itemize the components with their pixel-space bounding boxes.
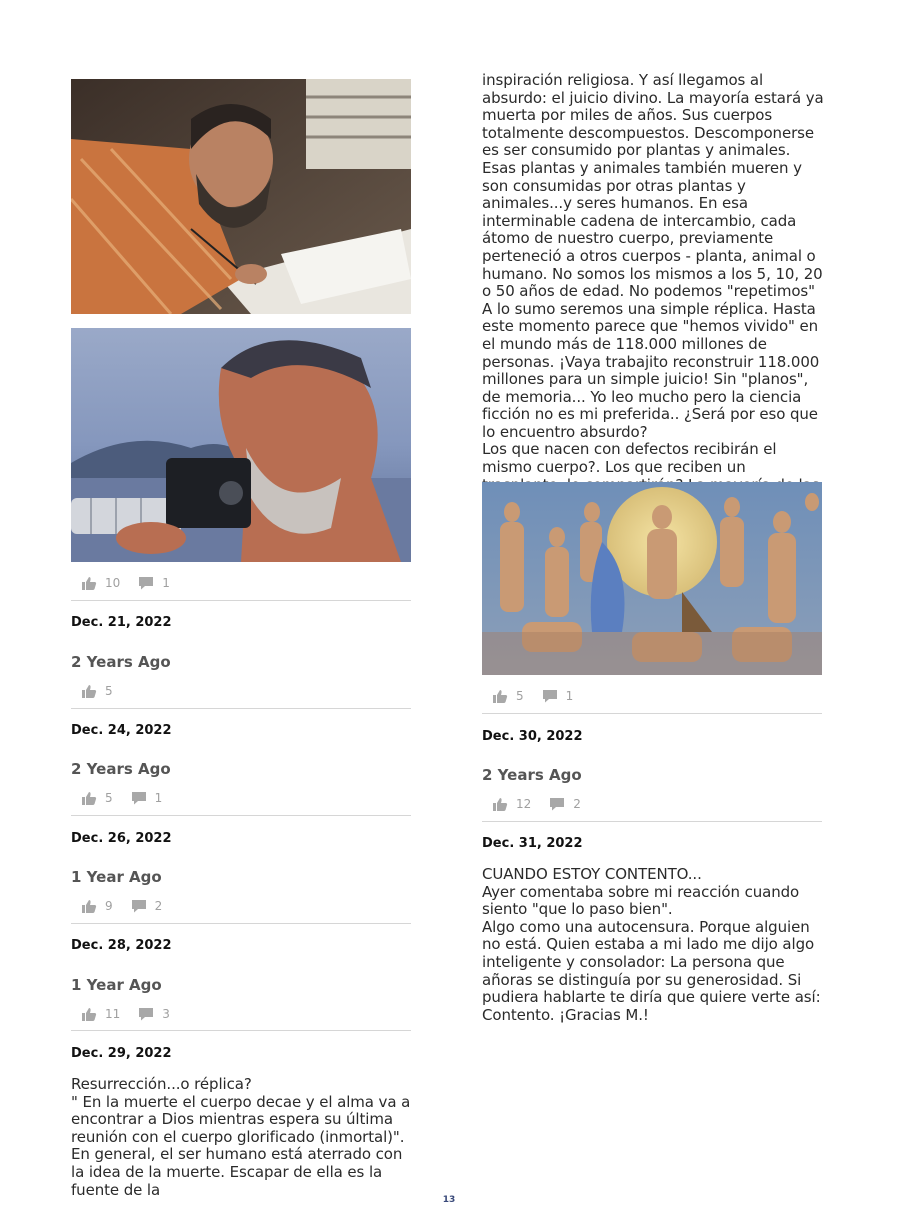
post-stats <box>71 896 170 916</box>
post-age: 1 Year Ago <box>71 868 162 886</box>
like-counter[interactable] <box>81 683 113 699</box>
comment-counter[interactable] <box>131 898 163 914</box>
thumbs-up-icon <box>81 1006 97 1022</box>
photo-photographer-camera <box>71 328 411 562</box>
post-date: Dec. 26, 2022 <box>71 831 172 846</box>
photo-last-judgment-fresco <box>482 482 822 675</box>
post-age: 1 Year Ago <box>71 976 162 994</box>
post-stats <box>71 788 170 808</box>
speech-bubble-icon <box>131 898 147 914</box>
thumbs-up-icon <box>81 683 97 699</box>
divider <box>71 708 411 709</box>
like-count: 10 <box>105 576 121 590</box>
post-body: CUANDO ESTOY CONTENTO... Ayer comentaba sobre mi reacción cuando siento "que lo paso bien". Algo como una autocensura. Porque alguien no está. Quien estaba a mi lado me dijo algo inteligente y consolador: La persona que añoras se distinguía por su generosidad. Si pudiera hablarte te diría que quiere verte así: Contento. ¡Gracias M.! <box>482 865 821 1024</box>
speech-bubble-icon <box>549 796 565 812</box>
post-stats <box>71 1004 178 1024</box>
comment-count: 2 <box>573 797 581 811</box>
divider <box>71 815 411 816</box>
thumbs-up-icon <box>492 796 508 812</box>
comment-count: 3 <box>162 1007 170 1021</box>
speech-bubble-icon <box>138 575 154 591</box>
post-stats <box>482 686 581 706</box>
comment-counter[interactable] <box>549 796 581 812</box>
like-counter[interactable] <box>492 688 524 704</box>
comment-count: 1 <box>565 689 574 703</box>
speech-bubble-icon <box>542 688 558 704</box>
divider <box>482 713 822 714</box>
post-stats <box>482 794 589 814</box>
like-count: 9 <box>105 899 113 913</box>
like-counter[interactable] <box>81 1006 120 1022</box>
post-stats <box>71 573 178 593</box>
post-age: 2 Years Ago <box>71 760 171 778</box>
post-age: 2 Years Ago <box>71 653 171 671</box>
post-age: 2 Years Ago <box>482 766 582 784</box>
thumbs-up-icon <box>81 790 97 806</box>
like-counter[interactable] <box>81 898 113 914</box>
like-count: 12 <box>516 797 532 811</box>
post-stats <box>71 681 121 701</box>
like-count: 5 <box>105 791 113 805</box>
comment-counter[interactable] <box>131 790 163 806</box>
post-date: Dec. 29, 2022 <box>71 1046 172 1061</box>
thumbs-up-icon <box>81 898 97 914</box>
post-date: Dec. 24, 2022 <box>71 723 172 738</box>
comment-counter[interactable] <box>138 575 170 591</box>
comment-counter[interactable] <box>138 1006 170 1022</box>
speech-bubble-icon <box>138 1006 154 1022</box>
comment-count: 1 <box>154 791 163 805</box>
speech-bubble-icon <box>131 790 147 806</box>
thumbs-up-icon <box>492 688 508 704</box>
like-count: 11 <box>105 1007 121 1021</box>
divider <box>71 923 411 924</box>
post-date: Dec. 28, 2022 <box>71 938 172 953</box>
like-count: 5 <box>105 684 113 698</box>
comment-count: 1 <box>162 576 170 590</box>
photo-artist-drawing <box>71 79 411 314</box>
like-counter[interactable] <box>81 790 113 806</box>
comment-counter[interactable] <box>542 688 574 704</box>
like-count: 5 <box>516 689 524 703</box>
divider <box>71 600 411 601</box>
like-counter[interactable] <box>492 796 531 812</box>
thumbs-up-icon <box>81 575 97 591</box>
post-body-continued: inspiración religiosa. Y así llegamos al absurdo: el juicio divino. La mayoría estará ya muerta por miles de años. Sus cuerpos totalmente descompuestos. Descomponerse es ser consumido por plantas y animales. Esas plantas y animales también mueren y son consumidas por otras plantas y animales...y seres humanos. En esa interminable cadena de intercambio, cada átomo de nuestro cuerpo, previamente perteneció a otros cuerpos - planta, animal o humano. No somos los mismos a los 5, 10, 20 o 50 años de edad. No podemos "repetimos" A lo sumo seremos una simple réplica. Hasta este momento parece que "hemos vivido" en el mundo más de 118.000 millones de personas. ¡Vaya trabajito reconstruir 118.000 millones para un simple juicio! Sin "planos", de memoria... Yo leo mucho pero la ciencia ficción no es mi preferida.. ¿Será por eso que lo encuentro absurdo? Los que nacen con defectos recibirán el mismo cuerpo?. Los que reciben un <box>482 71 824 477</box>
post-date: Dec. 21, 2022 <box>71 615 172 630</box>
post-date: Dec. 31, 2022 <box>482 836 583 851</box>
post-date: Dec. 30, 2022 <box>482 729 583 744</box>
like-counter[interactable] <box>81 575 120 591</box>
divider <box>71 1030 411 1031</box>
divider <box>482 821 822 822</box>
post-body: Resurrección...o réplica? " En la muerte el cuerpo decae y el alma va a encontrar a Dios mientras espera su última reunión con el cuerpo glorificado (inmortal)". En general, el ser humano está aterrado con la idea de la muerte. Escapar de ella es la fuente de la <box>71 1075 411 1199</box>
comment-count: 2 <box>154 899 163 913</box>
page-number: 13 <box>442 1195 456 1205</box>
